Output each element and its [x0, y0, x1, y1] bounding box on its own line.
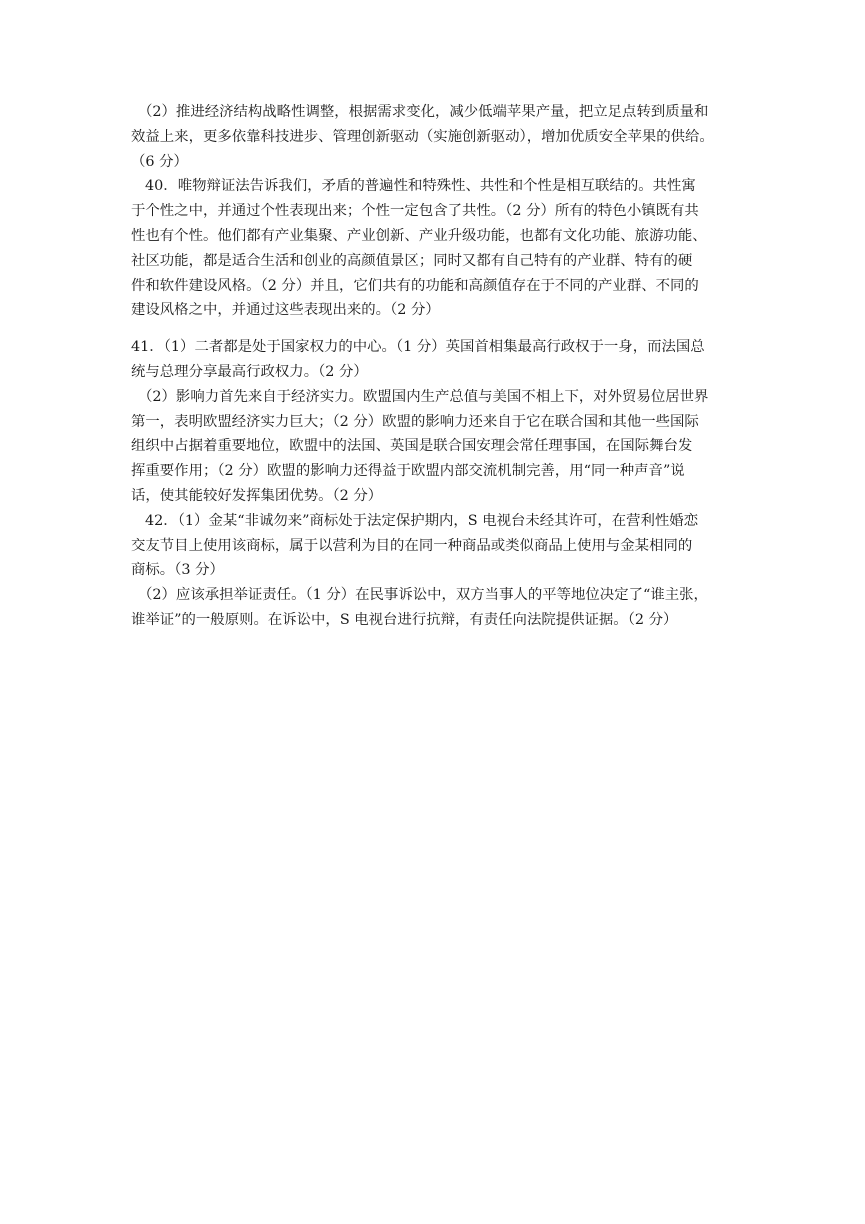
text-line: （2）影响力首先来自于经济实力。欧盟国内生产总值与美国不相上下，对外贸易位居世界 [138, 388, 709, 405]
text-line: 于个性之中，并通过个性表现出来；个性一定包含了共性。（2 分）所有的特色小镇既有共 [131, 203, 699, 220]
text-line: 挥重要作用；（2 分）欧盟的影响力还得益于欧盟内部交流机制完善，用“同一种声音”说 [131, 463, 685, 480]
text-line: 41．（1）二者都是处于国家权力的中心。（1 分）英国首相集最高行政权于一身，而法国总 [131, 339, 705, 356]
text-line: 社区功能，都是适合生活和创业的高颜值景区；同时又都有自己特有的产业群、特有的硬 [131, 252, 693, 269]
answer-key-document [131, 100, 747, 633]
text-line: 交友节目上使用该商标，属于以营利为目的在同一种商品或类似商品上使用与金某相同的 [131, 537, 693, 554]
paragraph-gap [131, 323, 747, 335]
answer-q39-part2 [131, 100, 747, 174]
text-line: 话，使其能较好发挥集团优势。（2 分） [131, 487, 383, 504]
text-line: （2）应该承担举证责任。（1 分）在民事诉讼中，双方当事人的平等地位决定了“谁主张， [138, 587, 708, 604]
text-line: 第一，表明欧盟经济实力巨大；（2 分）欧盟的影响力还来自于它在联合国和其他一些国际 [131, 413, 699, 430]
text-line: 42．（1）金某“非诚勿来”商标处于法定保护期内，S 电视台未经其许可，在营利性婚恋 [145, 512, 699, 529]
text-line: 组织中占据着重要地位，欧盟中的法国、英国是联合国安理会常任理事国，在国际舞台发 [131, 438, 693, 455]
text-line: 商标。（3 分） [131, 562, 224, 579]
answer-q42 [131, 509, 747, 633]
text-line: 谁举证”的一般原则。在诉讼中，S 电视台进行抗辩，有责任向法院提供证据。（2 分） [131, 611, 678, 628]
text-line: 统与总理分享最高行政权力。（2 分） [131, 363, 368, 380]
answer-q40 [131, 174, 747, 323]
text-line: （2）推进经济结构战略性调整，根据需求变化，减少低端苹果产量，把立足点转到质量和 [138, 104, 709, 120]
text-line: 建设风格之中，并通过这些表现出来的。（2 分） [131, 302, 440, 319]
text-line: 性也有个性。他们都有产业集聚、产业创新、产业升级功能，也都有文化功能、旅游功能、 [131, 227, 707, 244]
text-line: 件和软件建设风格。（2 分）并且，它们共有的功能和高颜值存在于不同的产业群、不同的 [131, 277, 699, 294]
text-line: 40．唯物辩证法告诉我们，矛盾的普遍性和特殊性、共性和个性是相互联结的。共性寓 [145, 178, 696, 195]
text-line: （6 分） [131, 153, 188, 170]
answer-q41 [131, 335, 747, 509]
text-line: 效益上来，更多依靠科技进步、管理创新驱动（实施创新驱动），增加优质安全苹果的供给。 [131, 128, 714, 145]
